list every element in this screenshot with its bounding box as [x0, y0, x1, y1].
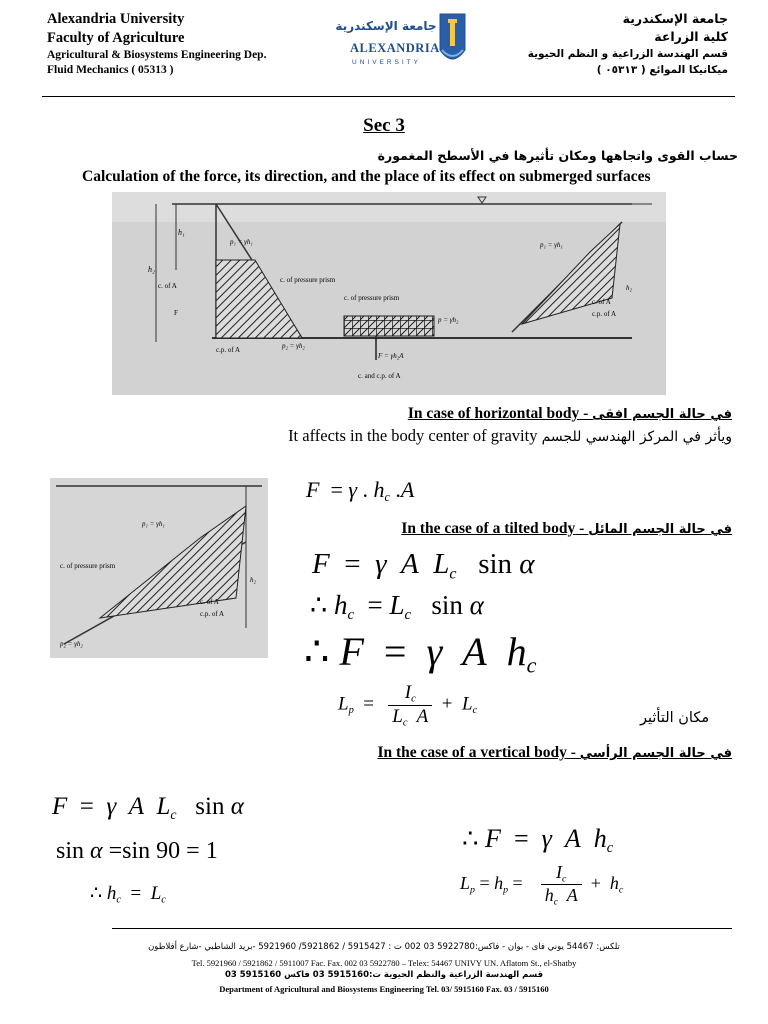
- label-c-pressure-prism-2: c. of pressure prism: [344, 294, 400, 302]
- lighthouse-icon: [440, 14, 465, 59]
- fig2-cp-of-a: c.p. of A: [200, 610, 225, 618]
- horizontal-heading-ar: في حالة الجسم افقى: [592, 407, 732, 422]
- fig2-c-pressure-prism: c. of pressure prism: [60, 562, 116, 570]
- submerged-surfaces-diagram: [112, 192, 666, 395]
- logo-arabic-name: جامعة الإسكندرية: [335, 19, 437, 33]
- label-h2: h₂: [148, 265, 155, 274]
- course-name-ar: ميكانيكا الموائع ( ٠٥٣١٣ ): [596, 64, 728, 76]
- university-name: Alexandria University: [47, 11, 185, 27]
- fig2-p1: p₁ = γh₁: [142, 520, 165, 528]
- vertical-heading-ar: في حالة الجسم الرأسي: [579, 746, 732, 761]
- footer-line-2: Tel. 5921960 / 5921862 / 5911007 Fac. Fax. 002 03 5922780 – Telex: 54467 UNIVY UN. Aflatom St., el-Shatby: [191, 958, 577, 968]
- label-c-pressure-prism: c. of pressure prism: [280, 276, 336, 284]
- university-logo: [335, 10, 468, 76]
- label-cp-of-a: c.p. of A: [216, 346, 241, 354]
- tilted-surface-diagram: [50, 478, 268, 658]
- vertical-eq3: ∴ $h_c = L_c$: [90, 883, 166, 906]
- horizontal-text-ar: ويأثر في المركز الهندسي للجسم: [541, 429, 732, 445]
- department-name: Agricultural & Biosystems Engineering Dep.: [47, 49, 267, 61]
- header-english: [47, 10, 347, 78]
- label-p2: p₂ = γh₂: [282, 342, 305, 350]
- vertical-eq2: sin α =sin 90 = 1: [56, 838, 218, 864]
- tilted-eq2: ∴ $h_c = L_c$ sin α: [310, 590, 484, 624]
- label-c-and-cp: c. and c.p. of A: [358, 372, 401, 380]
- horizontal-text-en: It affects in the body center of gravity: [288, 426, 538, 445]
- course-name: Fluid Mechanics ( 05313 ): [47, 64, 174, 76]
- footer-line-3: قسم الهندسة الزراعية والنظم الحيوية ت:5915160 03 فاكس 5915160 03: [224, 970, 544, 980]
- section-subtitle-ar: حساب القوى واتجاهها ومكان تأثيرها في الأسطح المغمورة: [377, 148, 738, 163]
- footer-line-1: تلكس: 54467 يوني فاى - بوان - فاكس:5922780 03 002 ت : 5915427 / 5921862/ 5921960 -بريد الشاطبي -شارع أفلاطون: [148, 942, 620, 952]
- tilted-eq1: F = γ A $L_c$ sin α: [312, 548, 535, 583]
- place-of-effect-ar: مكان التأثير: [640, 710, 710, 726]
- vertical-heading-en: In the case of a vertical body: [377, 744, 567, 761]
- footer-divider: [112, 928, 732, 929]
- tilted-heading-ar: في حالة الجسم المائل: [588, 522, 732, 537]
- faculty-name-ar: كلية الزراعة: [654, 29, 728, 44]
- label-c-of-a-right: c. of A: [592, 298, 611, 306]
- logo-english-sub: UNIVERSITY: [352, 59, 422, 66]
- label-p: p = γh₂: [438, 316, 459, 324]
- label-cp-of-a-right: c.p. of A: [592, 310, 617, 318]
- department-name-ar: قسم الهندسة الزراعية و النظم الحيوية: [527, 48, 728, 60]
- label-h2-right: h₂: [626, 284, 632, 292]
- horizontal-heading-en: In case of horizontal body: [407, 405, 580, 422]
- tilted-heading-en: In the case of a tilted body: [401, 520, 576, 537]
- fig2-p2: p₂ = γh₂: [60, 640, 83, 648]
- header-divider: [42, 96, 735, 97]
- horizontal-text: [288, 426, 732, 446]
- university-name-ar: جامعة الإسكندرية: [622, 11, 728, 26]
- label-h1: h₁: [178, 228, 185, 237]
- tilted-eq4: $L_p$ = $\frac{I_c}{L_c A}$ + $L_c$: [338, 682, 478, 729]
- vertical-eq5: $L_p = h_p$ = $\frac{I_c}{h_c A}$ + $h_c$: [460, 862, 624, 908]
- fig2-h2: h₂: [250, 576, 256, 584]
- footer-line-4: Department of Agricultural and Biosystems Engineering Tel. 03/ 5915160 Fax. 03 / 5915160: [219, 984, 549, 994]
- vertical-eq1: F = γ A $L_c$ sin α: [52, 793, 244, 822]
- horizontal-formula: F = γ . $h_c$ .A: [306, 477, 415, 505]
- vertical-eq4: ∴ F = γ A $h_c$: [462, 824, 614, 856]
- logo-english-name: ALEXANDRIA: [350, 41, 440, 55]
- label-f: F: [174, 309, 178, 317]
- tilted-heading: In the case of a tilted body - في حالة الجسم المائل: [401, 520, 732, 537]
- fig2-c-of-a: c. of A: [200, 598, 219, 606]
- label-force: F = γh₂A: [378, 352, 404, 360]
- vertical-heading: In the case of a vertical body - في حالة الجسم الرأسي: [377, 744, 732, 761]
- header-arabic: [498, 10, 728, 78]
- label-c-of-a: c. of A: [158, 282, 177, 290]
- label-p1-right: p₁ = γh₁: [540, 241, 563, 249]
- faculty-name: Faculty of Agriculture: [47, 30, 185, 46]
- label-p1: p₁ = γh₁: [230, 238, 253, 246]
- section-subtitle-en: Calculation of the force, its direction, and the place of its effect on submerged surfaces: [82, 168, 651, 185]
- section-title: Sec 3: [363, 115, 405, 136]
- horizontal-heading: In case of horizontal body - في حالة الجسم افقى: [407, 405, 732, 422]
- tilted-eq3: ∴ F = γ A $h_c$: [304, 629, 537, 678]
